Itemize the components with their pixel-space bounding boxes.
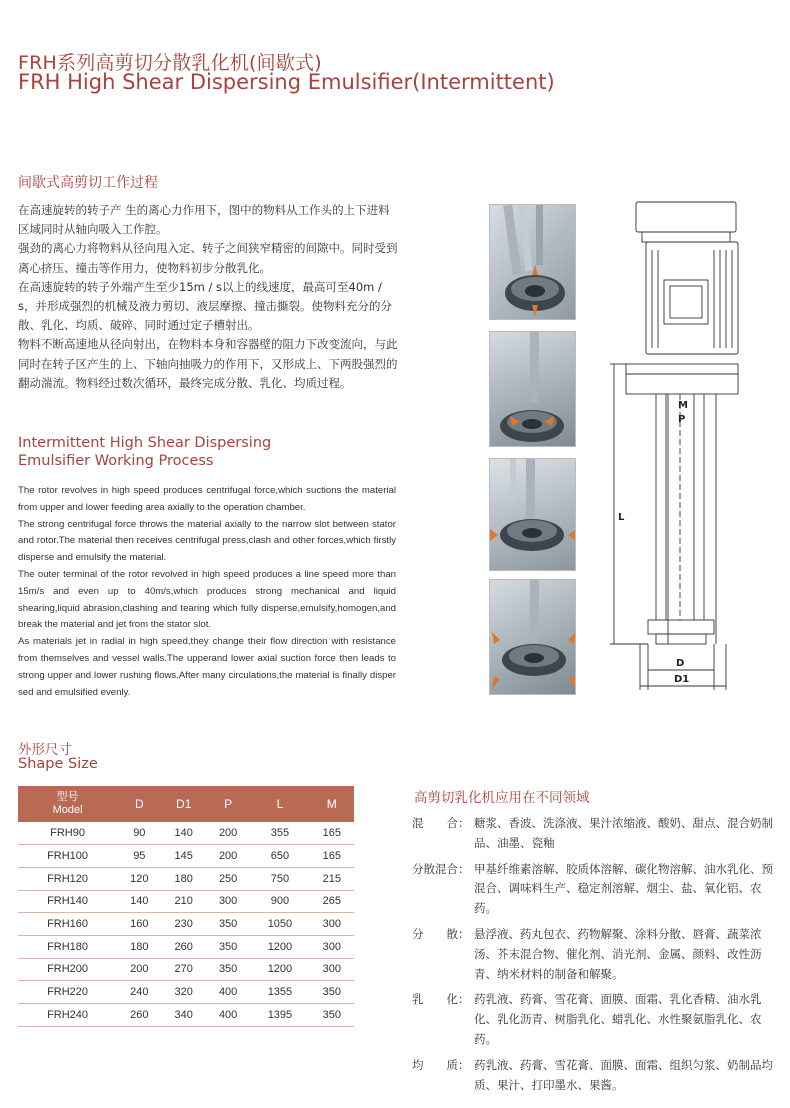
table-cell: 200 bbox=[206, 822, 250, 845]
table-cell: 260 bbox=[117, 1004, 161, 1027]
application-label: 分散混合： bbox=[412, 861, 470, 876]
application-text: 悬浮液、药丸包衣、药物解聚、涂料分散、唇膏、蔬菜浓汤、芥末混合物、催化剂、消光剂、金属、颜料、改性沥青、纳米材料的制备和解聚。 bbox=[474, 926, 762, 981]
rotor-stator-illustration bbox=[490, 205, 576, 320]
table-cell: 750 bbox=[250, 867, 309, 890]
application-item bbox=[412, 925, 784, 984]
table-cell: 1050 bbox=[250, 913, 309, 936]
shape-size-table bbox=[18, 786, 354, 1027]
dimension-label-d1: D1 bbox=[674, 674, 690, 685]
table-cell: 180 bbox=[162, 867, 206, 890]
table-cell: 200 bbox=[117, 958, 161, 981]
application-label: 分 散： bbox=[412, 926, 470, 941]
process-photo-3 bbox=[489, 458, 576, 571]
table-cell: 160 bbox=[117, 913, 161, 936]
table-cell: 350 bbox=[310, 981, 354, 1004]
application-label: 均 质： bbox=[412, 1057, 470, 1072]
process-heading-en-line2: Emulsifier Working Process bbox=[18, 453, 214, 469]
table-cell: 165 bbox=[310, 822, 354, 845]
application-item bbox=[412, 860, 784, 919]
table-cell: 250 bbox=[206, 867, 250, 890]
column-header-m: M bbox=[310, 786, 354, 822]
column-header-model-cn: 型号 bbox=[56, 791, 79, 803]
table-cell: 300 bbox=[310, 913, 354, 936]
column-header-p: P bbox=[206, 786, 250, 822]
process-heading-en bbox=[18, 434, 271, 470]
table-cell: FRH160 bbox=[18, 913, 117, 936]
table-cell: 1200 bbox=[250, 958, 309, 981]
table-row bbox=[18, 890, 354, 913]
application-label: 乳 化： bbox=[412, 992, 470, 1007]
table-row bbox=[18, 981, 354, 1004]
table-cell: 140 bbox=[117, 890, 161, 913]
table-row bbox=[18, 845, 354, 868]
application-text: 药乳液、药膏、雪花膏、面膜、面霜、乳化香精、油水乳化、乳化沥青、树脂乳化、蜡乳化、水性聚氨脂乳化、农药。 bbox=[474, 992, 762, 1046]
process-heading-cn: 间歇式高剪切工作过程 bbox=[18, 175, 158, 191]
process-paragraph-en: The outer terminal of the rotor revolved in high speed produces a line speed more than 15m/s and even up to 40m/s,which produces strong mechanical and liquid shearing,liquid abrasion,clashing and tearing which fully disperse,emulsify,homogen,and break the material and jet from the stator slot. bbox=[18, 568, 396, 631]
process-paragraph-en: The strong centrifugal force throws the material axially to the narrow slot between stator and rotor.The material then receives centrifugal press,clash and other forces,which firstly disperse and emulsify the material. bbox=[18, 518, 396, 564]
process-heading-en-line1: Intermittent High Shear Dispersing bbox=[18, 435, 272, 451]
table-row bbox=[18, 1004, 354, 1027]
table-cell: 215 bbox=[310, 867, 354, 890]
column-header-d1: D1 bbox=[162, 786, 206, 822]
dimension-label-d: D bbox=[676, 658, 685, 669]
applications-list bbox=[412, 814, 784, 1101]
table-cell: 400 bbox=[206, 1004, 250, 1027]
table-cell: FRH100 bbox=[18, 845, 117, 868]
table-cell: FRH90 bbox=[18, 822, 117, 845]
table-cell: 355 bbox=[250, 822, 309, 845]
table-cell: 1355 bbox=[250, 981, 309, 1004]
table-cell: 260 bbox=[162, 935, 206, 958]
process-paragraph-cn: 在高速旋转的转子外端产生至少15m / s以上的线速度，最高可至40m / s，并形成强烈的机械及液力剪切、液层摩擦、撞击撕裂。使物料充分的分散、乳化、均质、破碎、同时通过定子槽射出。 bbox=[18, 279, 392, 333]
page-title-cn: FRH系列高剪切分散乳化机(间歇式) bbox=[18, 52, 322, 74]
dimension-label-l: L bbox=[618, 512, 625, 523]
table-cell: 300 bbox=[310, 935, 354, 958]
application-item bbox=[412, 814, 784, 854]
application-text: 糖浆、香波、洗涤液、果汁浓缩液、酸奶、甜点、混合奶制品、油墨、瓷釉 bbox=[474, 816, 773, 850]
process-paragraph-en: The rotor revolves in high speed produces centrifugal force,which suctions the material from upper and lower feeding area axially to the operation chamber. bbox=[18, 485, 396, 513]
column-header-l: L bbox=[250, 786, 309, 822]
process-paragraph-cn: 在高速旋转的转子产 生的离心力作用下，图中的物料从工作头的上下进料区域同时从轴向吸入工作腔。 bbox=[18, 203, 390, 237]
table-cell: 230 bbox=[162, 913, 206, 936]
application-text: 药乳液、药膏、雪花膏、面膜、面霜、组织匀浆、奶制品均质、果汁、打印墨水、果酱。 bbox=[474, 1057, 773, 1092]
column-header-d: D bbox=[117, 786, 161, 822]
table-cell: 650 bbox=[250, 845, 309, 868]
table-body bbox=[18, 822, 354, 1026]
table-row bbox=[18, 935, 354, 958]
table-cell: 145 bbox=[162, 845, 206, 868]
table-cell: 1395 bbox=[250, 1004, 309, 1027]
table-cell: 95 bbox=[117, 845, 161, 868]
table-cell: 200 bbox=[206, 845, 250, 868]
table-row bbox=[18, 958, 354, 981]
table-cell: 270 bbox=[162, 958, 206, 981]
table-cell: 180 bbox=[117, 935, 161, 958]
table-header-row bbox=[18, 786, 354, 822]
table-cell: FRH200 bbox=[18, 958, 117, 981]
table-cell: FRH220 bbox=[18, 981, 117, 1004]
table-cell: 265 bbox=[310, 890, 354, 913]
rotor-stator-illustration bbox=[490, 459, 576, 571]
table-cell: 320 bbox=[162, 981, 206, 1004]
column-header-model-en: Model bbox=[52, 804, 83, 816]
table-cell: 1200 bbox=[250, 935, 309, 958]
column-header-model bbox=[18, 786, 117, 822]
table-cell: 165 bbox=[310, 845, 354, 868]
table-cell: FRH180 bbox=[18, 935, 117, 958]
table-cell: 340 bbox=[162, 1004, 206, 1027]
process-photo-1 bbox=[489, 204, 576, 320]
shape-size-heading-cn: 外形尺寸 bbox=[18, 742, 72, 758]
table-cell: 350 bbox=[206, 958, 250, 981]
process-text-en bbox=[18, 483, 396, 701]
shape-size-heading-en: Shape Size bbox=[18, 756, 98, 772]
table-cell: 240 bbox=[117, 981, 161, 1004]
application-text: 甲基纤维素溶解、胶质体溶解、碳化物溶解、油水乳化、预混合、调味料生产、稳定剂溶解、烟尘、盐、氧化铝、农药。 bbox=[474, 861, 773, 916]
table-cell: 90 bbox=[117, 822, 161, 845]
table-cell: 350 bbox=[310, 1004, 354, 1027]
table-cell: FRH140 bbox=[18, 890, 117, 913]
table-cell: 300 bbox=[206, 890, 250, 913]
table-cell: 350 bbox=[206, 935, 250, 958]
table-cell: 350 bbox=[206, 913, 250, 936]
table-cell: 900 bbox=[250, 890, 309, 913]
process-photo-2 bbox=[489, 331, 576, 447]
applications-heading: 高剪切乳化机应用在不同领域 bbox=[414, 790, 590, 806]
dimension-diagram bbox=[604, 200, 750, 696]
process-paragraph-cn: 强劲的离心力将物料从径向甩入定、转子之间狭窄精密的间隙中。同时受到离心挤压、撞击等作用力，使物料初步分散乳化。 bbox=[18, 241, 398, 275]
table-row bbox=[18, 867, 354, 890]
table-cell: 400 bbox=[206, 981, 250, 1004]
table-cell: 140 bbox=[162, 822, 206, 845]
table-cell: FRH120 bbox=[18, 867, 117, 890]
rotor-stator-illustration bbox=[490, 580, 576, 695]
application-item bbox=[412, 1056, 784, 1096]
dimension-label-p: P bbox=[678, 414, 686, 425]
dimension-label-m: M bbox=[678, 400, 688, 411]
process-text-cn bbox=[18, 201, 398, 393]
process-photo-4 bbox=[489, 579, 576, 695]
table-cell: 300 bbox=[310, 958, 354, 981]
application-item bbox=[412, 990, 784, 1049]
table-row bbox=[18, 822, 354, 845]
table-cell: 120 bbox=[117, 867, 161, 890]
table-cell: 210 bbox=[162, 890, 206, 913]
table-cell: FRH240 bbox=[18, 1004, 117, 1027]
process-paragraph-cn: 物料不断高速地从径向射出，在物料本身和容器壁的阻力下改变流向，与此同时在转子区产生的上、下轴向抽吸力的作用下，又形成上、下两股强烈的翻动湍流。物料经过数次循环，最终完成分散、乳化、均质过程。 bbox=[18, 337, 398, 390]
table-row bbox=[18, 913, 354, 936]
page-title-en: FRH High Shear Dispersing Emulsifier(Intermittent) bbox=[18, 70, 555, 94]
application-label: 混 合： bbox=[412, 816, 470, 830]
process-paragraph-en: As materials jet in radial in high speed,they change their flow direction with resistance from themselves and vessel walls.The upperand lower axial suction force then leads to strong upper and lower rushing flows.After many circulations,the material is finally disper sed and emulsified evenly. bbox=[18, 636, 396, 698]
rotor-stator-illustration bbox=[490, 332, 576, 447]
